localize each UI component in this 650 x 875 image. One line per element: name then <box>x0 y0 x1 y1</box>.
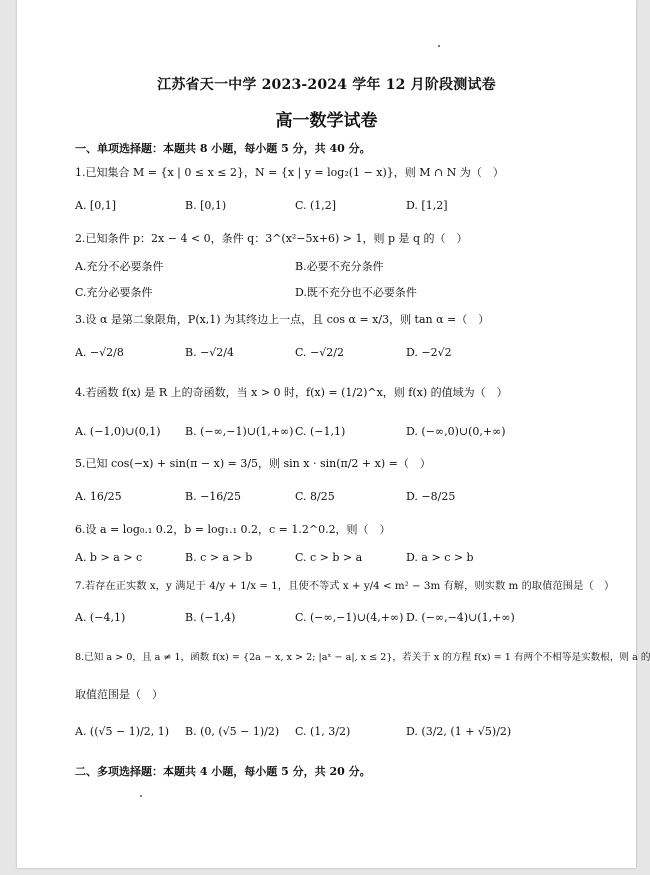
q2-option-a: A.充分不必要条件 <box>75 260 164 273</box>
q6-option-d: D. a > c > b <box>406 551 474 564</box>
q4-option-b: B. (−∞,−1)∪(1,+∞) <box>185 425 294 438</box>
q7-option-d: D. (−∞,−4)∪(1,+∞) <box>406 611 515 624</box>
q3-option-d: D. −2√2 <box>406 346 452 359</box>
section-heading-multiple-choice: 二、多项选择题：本题共 4 小题，每小题 5 分，共 20 分。 <box>75 765 371 778</box>
q1-option-d: D. [1,2] <box>406 199 448 212</box>
q4-option-c: C. (−1,1) <box>295 425 346 438</box>
scan-speck <box>140 795 142 797</box>
question-7-stem: 7.若存在正实数 x，y 满足于 4/y + 1/x = 1，且使不等式 x + y/4 < m² − 3m 有解，则实数 m 的取值范围是（ ） <box>75 580 615 592</box>
q5-option-d: D. −8/25 <box>406 490 456 503</box>
q1-option-c: C. (1,2] <box>295 199 337 212</box>
q2-option-d: D.既不充分也不必要条件 <box>295 286 417 299</box>
exam-page <box>17 0 650 868</box>
q6-option-a: A. b > a > c <box>75 551 143 564</box>
question-1-stem: 1.已知集合 M = {x | 0 ≤ x ≤ 2}，N = {x | y = log₂(1 − x)}，则 M ∩ N 为（ ） <box>75 166 504 179</box>
question-3-stem: 3.设 α 是第二象限角，P(x,1) 为其终边上一点，且 cos α = x/3，则 tan α =（ ） <box>75 313 490 326</box>
section-heading-single-choice: 一、单项选择题：本题共 8 小题，每小题 5 分，共 40 分。 <box>75 142 371 155</box>
q2-option-c: C.充分必要条件 <box>75 286 153 299</box>
q6-option-c: C. c > b > a <box>295 551 363 564</box>
q3-option-b: B. −√2/4 <box>185 346 235 359</box>
exam-title: 江苏省天一中学 2023-2024 学年 12 月阶段测试卷 <box>157 77 496 93</box>
q1-option-a: A. [0,1] <box>75 199 117 212</box>
q8-option-d: D. (3/2, (1 + √5)/2) <box>406 725 512 738</box>
q5-option-a: A. 16/25 <box>75 490 122 503</box>
q8-option-b: B. (0, (√5 − 1)/2) <box>185 725 280 738</box>
q4-option-a: A. (−1,0)∪(0,1) <box>75 425 161 438</box>
q8-option-a: A. ((√5 − 1)/2, 1) <box>75 725 170 738</box>
q3-option-a: A. −√2/8 <box>75 346 124 359</box>
q3-option-c: C. −√2/2 <box>295 346 344 359</box>
q7-option-b: B. (−1,4) <box>185 611 236 624</box>
exam-subtitle: 高一数学试卷 <box>275 111 378 131</box>
question-2-stem: 2.已知条件 p：2x − 4 < 0，条件 q：3^(x²−5x+6) > 1，则 p 是 q 的（ ） <box>75 232 468 245</box>
q5-option-b: B. −16/25 <box>185 490 241 503</box>
q5-option-c: C. 8/25 <box>295 490 335 503</box>
question-4-stem: 4.若函数 f(x) 是 R 上的奇函数，当 x > 0 时，f(x) = (1/2)^x，则 f(x) 的值域为（ ） <box>75 386 508 399</box>
q7-option-c: C. (−∞,−1)∪(4,+∞) <box>295 611 404 624</box>
q1-option-b: B. [0,1) <box>185 199 227 212</box>
question-5-stem: 5.已知 cos(−x) + sin(π − x) = 3/5，则 sin x · sin(π/2 + x) =（ ） <box>75 457 431 470</box>
q2-option-b: B.必要不充分条件 <box>295 260 384 273</box>
q8-option-c: C. (1, 3/2) <box>295 725 351 738</box>
question-6-stem: 6.设 a = log₀.₁ 0.2，b = log₁.₁ 0.2，c = 1.2^0.2，则（ ） <box>75 523 391 536</box>
q6-option-b: B. c > a > b <box>185 551 253 564</box>
question-8-stem-continued: 取值范围是（ ） <box>75 688 163 701</box>
question-8-stem: 8.已知 a > 0，且 a ≠ 1，函数 f(x) = {2a − x, x > 2; |aˣ − a|, x ≤ 2}，若关于 x 的方程 f(x) = 1 有两个不相等是实数根，则 a 的 <box>75 652 650 663</box>
q7-option-a: A. (−4,1) <box>75 611 126 624</box>
scan-speck <box>438 45 440 47</box>
q4-option-d: D. (−∞,0)∪(0,+∞) <box>406 425 506 438</box>
